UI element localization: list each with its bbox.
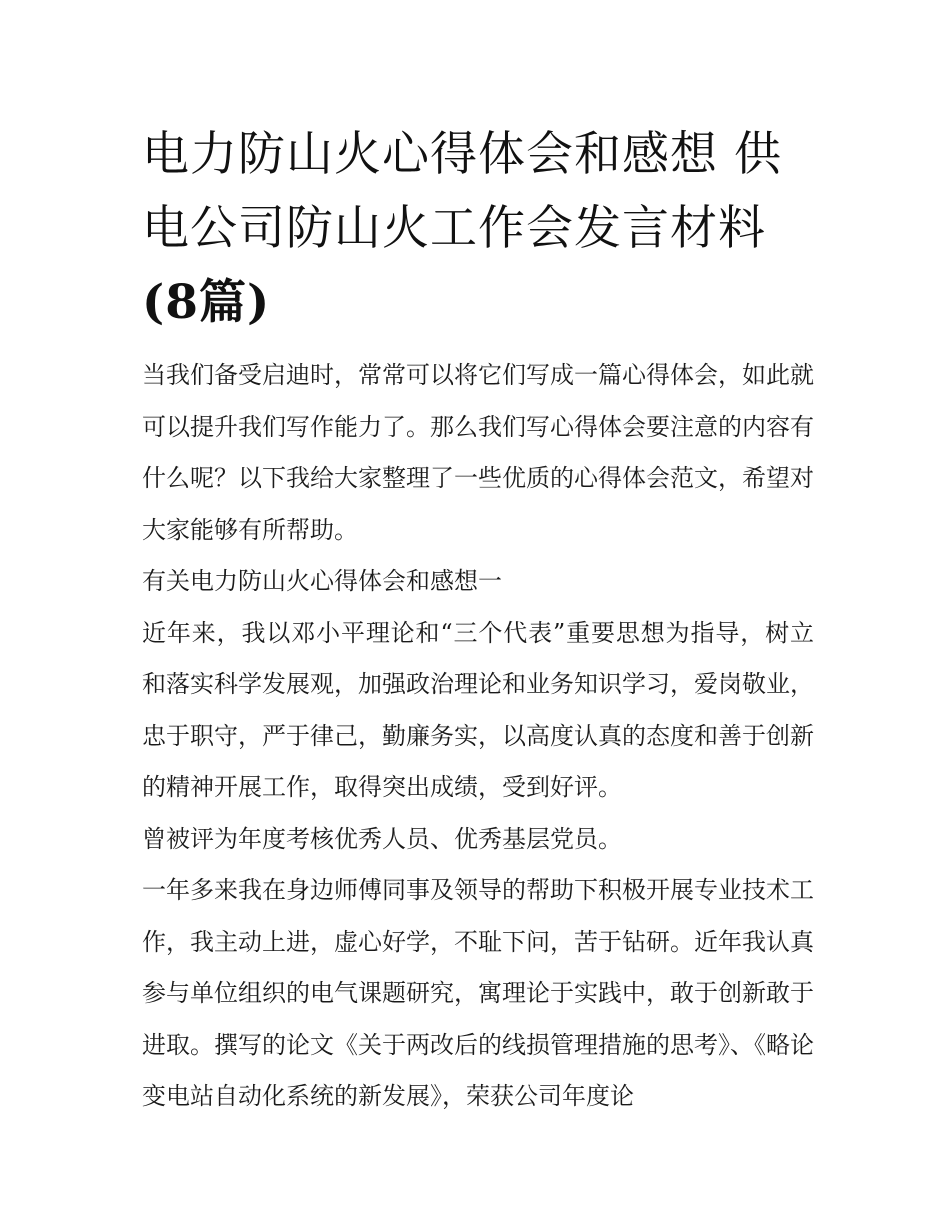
intro-paragraph: 当我们备受启迪时，常常可以将它们写成一篇心得体会，如此就可以提升我们写作能力了。那么我们写心得体会要注意的内容有什么呢？以下我给大家整理了一些优质的心得体会范文，希望对大家能够有所帮助。 — [142, 361, 814, 544]
body-paragraph: 一年多来我在身边师傅同事及领导的帮助下积极开展专业技术工作，我主动上进，虚心好学，不耻下问，苦于钻研。近年我认真参与单位组织的电气课题研究，寓理论于实践中，敢于创新敢于进取。撰写的论文《关于两改后的线损管理措施的思考》、《略论变电站自动化系统的新发展》，荣获公司年度论 — [142, 876, 814, 1110]
title-count: (8篇) — [142, 275, 271, 330]
body-paragraph: 曾被评为年度考核优秀人员、优秀基层党员。 — [142, 824, 622, 853]
body-paragraph: 近年来，我以邓小平理论和“三个代表”重要思想为指导，树立和落实科学发展观，加强政治理论和业务知识学习，爱岗敬业，忠于职守，严于律己，勤廉务实，以高度认真的态度和善于创新的精神开展工作，取得突出成绩，受到好评。 — [142, 618, 814, 801]
document-title — [142, 118, 814, 340]
title-main: 电力防山火心得体会和感想 供电公司防山火工作会发言材料 — [142, 127, 782, 256]
document-body — [142, 118, 814, 1123]
section-heading: 有关电力防山火心得体会和感想一 — [142, 567, 502, 595]
